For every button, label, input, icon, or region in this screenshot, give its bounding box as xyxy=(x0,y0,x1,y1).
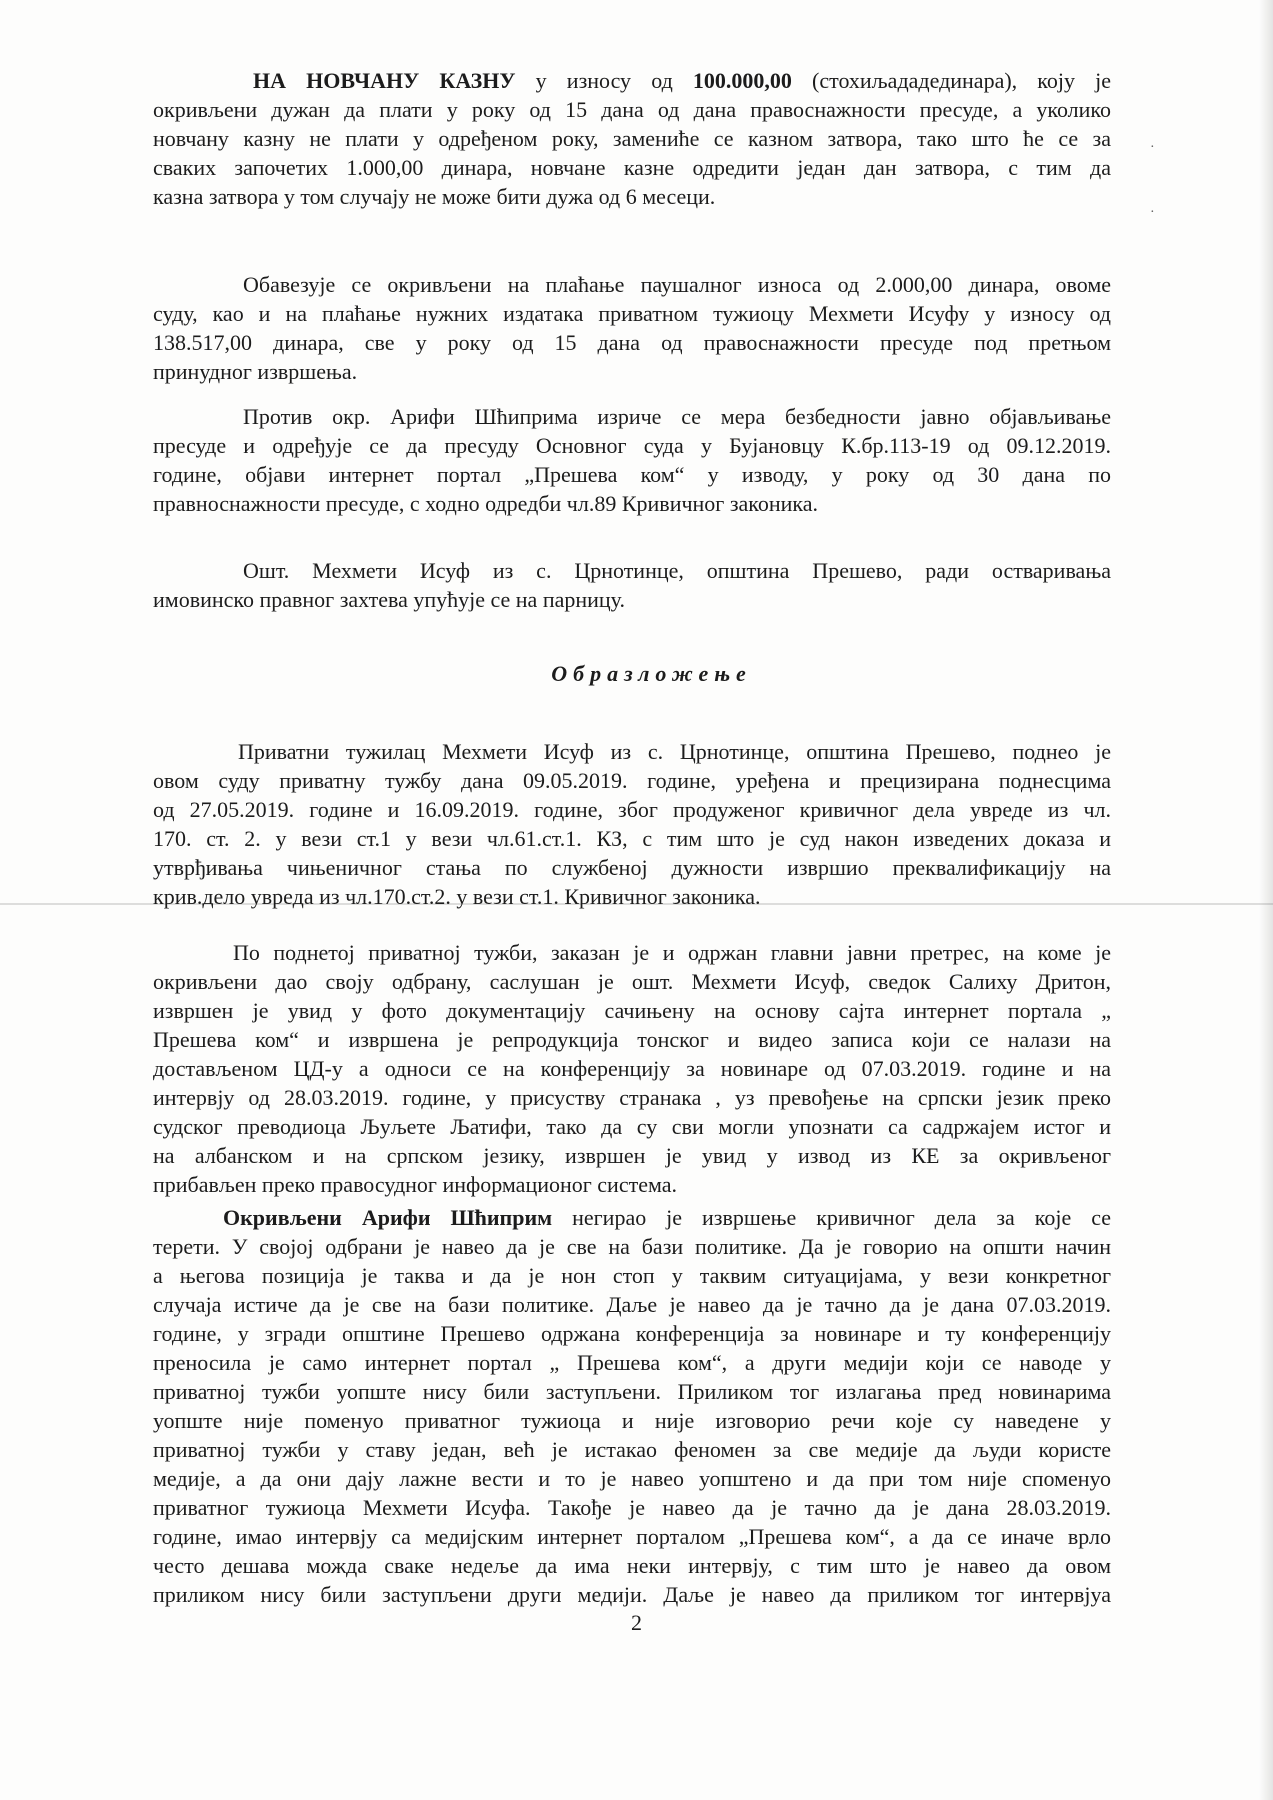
security-measure-line: пресуде и одређује се да пресуду Основног суда у Бујановцу К.бр.113-19 од 09.12.2019. xyxy=(153,433,1111,458)
fine-paragraph-line: окривљени дужан да плати у року од 15 дана од дана правоснажности пресуде, а уколико xyxy=(153,97,1111,122)
scan-speck: · xyxy=(1150,205,1155,220)
civil-claim-line: имовинско правног захтева упућује се на парницу. xyxy=(153,587,625,612)
defendant-name: Окривљени Арифи Шћиприм xyxy=(223,1205,553,1230)
fine-paragraph-line: сваких започетих 1.000,00 динара, новчане казне одредити један дан затвора, с тим да xyxy=(153,155,1111,180)
civil-claim-paragraph xyxy=(153,556,1111,614)
defence-line: а његова позиција је таква и да је нон стоп у таквим ситуацијама, у вези конкретног xyxy=(153,1263,1111,1288)
civil-claim-line: Ошт. Мехмети Исуф из с. Црнотинце, општина Прешево, ради остваривања xyxy=(243,558,1111,583)
defence-line: уопште није поменуо приватног тужиоца и није изговорио речи које су наведене у xyxy=(153,1408,1111,1433)
section-heading: Образложење xyxy=(551,661,752,686)
defence-line: терети. У својој одбрани је навео да је све на бази политике. Да је говорио на општи начин xyxy=(153,1234,1111,1259)
reasoning-line: достављеном ЦД-у а односи се на конференцију за новинаре од 07.03.2019. године и на xyxy=(153,1056,1111,1081)
fine-paragraph-line: казна затвора у том случају не може бити дужа од 6 месеци. xyxy=(153,184,716,209)
costs-paragraph-line: суду, као и на плаћање нужних издатака приватном тужиоцу Мехмети Исуфу у износу од xyxy=(153,301,1111,326)
reasoning-line: утврђивања чињеничног стања по службеној дужности извршио преквалификацију на xyxy=(153,855,1111,880)
defence-paragraph xyxy=(153,1203,1111,1609)
fine-paragraph xyxy=(153,66,1111,211)
fine-amount: 100.000,00 xyxy=(692,68,792,93)
security-measure-line: Против окр. Арифи Шћиприма изриче се мера безбедности јавно објављивање xyxy=(243,404,1111,429)
costs-paragraph-line: 138.517,00 динара, све у року од 15 дана од правоснажности пресуде под претњом xyxy=(153,330,1111,355)
reasoning-line: од 27.05.2019. године и 16.09.2019. године, због продуженог кривичног дела увреде из чл. xyxy=(153,797,1111,822)
reasoning-paragraph-2 xyxy=(153,938,1111,1199)
defence-line: преносила је само интернет портал „ Прешева ком“, а други медији који се наводе у xyxy=(153,1350,1111,1375)
security-measure-line: правноснажности пресуде, с ходно одредби чл.89 Кривичног законика. xyxy=(153,491,819,516)
scan-edge-shadow xyxy=(1259,0,1273,1800)
reasoning-line: По поднетој приватној тужби, заказан је и одржан главни јавни претрес, на коме је xyxy=(233,940,1111,965)
page-number: 2 xyxy=(631,1610,642,1635)
reasoning-line: крив.дело увреда из чл.170.ст.2. у вези ст.1. Кривичног законика. xyxy=(153,884,761,909)
reasoning-line: Прешева ком“ и извршена је репродукција тонског и видео записа који се налази на xyxy=(153,1027,1111,1052)
defence-line: Окривљени Арифи Шћиприм негирао је извршење кривичног дела за које се xyxy=(223,1205,1111,1230)
fine-paragraph-line: НА НОВЧАНУ КАЗНУ у износу од 100.000,00 (стохиљададединара), коју је xyxy=(253,68,1111,93)
reasoning-line: судског преводиоца Љуљете Љатифи, тако да су сви могли упознати са садржајем истог и xyxy=(153,1114,1111,1139)
defence-line: случаја истиче да је све на бази политике. Даље је навео да је тачно да је дана 07.03.2019. xyxy=(153,1292,1111,1317)
reasoning-line: на албанском и на српском језику, извршен је увид у извод из КЕ за окривљеног xyxy=(153,1143,1111,1168)
reasoning-line: овом суду приватну тужбу дана 09.05.2019. године, уређена и прецизирана поднесцима xyxy=(153,768,1111,793)
defence-line: приватној тужби у ставу један, већ је истакао феномен за све медије да људи користе xyxy=(153,1437,1111,1462)
defence-line: медије, а да они дају лажне вести и то је навео уопштено и да при том није споменуо xyxy=(153,1466,1111,1491)
defence-line: приватног тужиоца Мехмети Исуфа. Такође је навео да је тачно да је дана 28.03.2019. xyxy=(153,1495,1111,1520)
defence-line: године, имао интервју са медијским интернет порталом „Прешева ком“, а да се иначе врло xyxy=(153,1524,1111,1549)
reasoning-line: извршен је увид у фото документацију сачињену на основу сајта интернет портала „ xyxy=(153,998,1111,1023)
defence-line: често дешава можда сваке недеље да има неки интервју, с тим што је навео да овом xyxy=(153,1553,1111,1578)
costs-paragraph-line: принудног извршења. xyxy=(153,359,358,384)
reasoning-line: Приватни тужилац Мехмети Исуф из с. Црнотинце, општина Прешево, поднео је xyxy=(238,739,1111,764)
fine-lead: НА НОВЧАНУ КАЗНУ xyxy=(253,68,516,93)
reasoning-line: окривљени дао своју одбрану, саслушан је ошт. Мехмети Исуф, сведок Салиху Дритон, xyxy=(153,969,1111,994)
security-measure-line: године, објави интернет портал „Прешева ком“ у изводу, у року од 30 дана по xyxy=(153,462,1111,487)
defence-line: године, у згради општине Прешево одржана конференција за новинаре и ту конференцију xyxy=(153,1321,1111,1346)
reasoning-line: интервју од 28.03.2019. године, у присуству странака , уз превођење на српски језик преко xyxy=(153,1085,1111,1110)
reasoning-line: 170. ст. 2. у вези ст.1 у вези чл.61.ст.1. КЗ, с тим што је суд након изведених доказа и xyxy=(153,826,1111,851)
reasoning-paragraph-1 xyxy=(153,737,1111,911)
defence-line: приватној тужби уопште нису били заступљени. Приликом тог излагања пред новинарима xyxy=(153,1379,1111,1404)
defence-line: приликом нису били заступљени други медији. Даље је навео да приликом тог интервјуа xyxy=(153,1582,1111,1607)
security-measure-paragraph xyxy=(153,402,1111,518)
scan-speck: · xyxy=(1150,140,1155,155)
reasoning-line: прибављен преко правосудног информационог система. xyxy=(153,1172,678,1197)
costs-paragraph-line: Обавезује се окривљени на плаћање паушалног износа од 2.000,00 динара, овоме xyxy=(243,272,1111,297)
costs-paragraph xyxy=(153,270,1111,386)
fine-paragraph-line: новчану казну не плати у одређеном року, замениће се казном затвора, тако што ће се за xyxy=(153,126,1111,151)
